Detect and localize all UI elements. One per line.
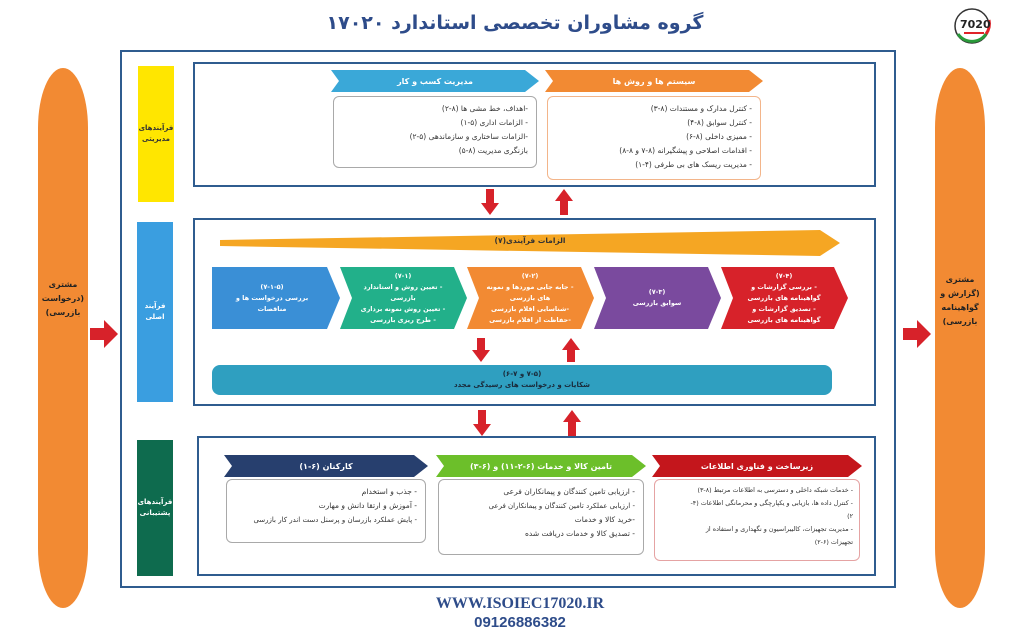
step-line: بازرسی [390, 293, 416, 302]
list-item: -الزامات ساختاری و سازماندهی (۵-۲) [409, 132, 528, 141]
list-item: - خدمات شبکه داخلی و دسترسی به اطلاعات مرتبط (۸-۳) [697, 486, 853, 494]
step-line: گواهینامه های بازرسی [747, 315, 821, 324]
list-item: - کنترل سوابق (۸-۴) [687, 118, 752, 127]
step-code: (۷-۴) [775, 271, 793, 280]
list-item: - مدیریت تجهیزات، کالیبراسیون و نگهداری و استفاده از [705, 525, 853, 533]
step-line: سوابق بازرسی [632, 299, 682, 307]
step-line: - تعیین روش نمونه برداری [360, 304, 446, 313]
list-item: - اقدامات اصلاحی و پیشگیرانه (۸-۷ و ۸-۸) [619, 146, 752, 155]
infrastructure-list [654, 479, 860, 561]
supply-list [438, 479, 644, 555]
infrastructure-header: زیرساخت و فناوری اطلاعات [700, 461, 814, 471]
list-item: -خرید کالا و خدمات [574, 515, 635, 524]
step-line: -شناسایی اقلام بازرسی [490, 304, 570, 313]
list-item: - پایش عملکرد بازرسان و پرسنل دست اندر کار بازرسی [253, 516, 417, 524]
website-link[interactable]: WWW.ISOIEC17020.IR [435, 595, 605, 612]
list-item: - کنترل مدارک و مستندات (۸-۳) [650, 104, 752, 113]
complaints-code: (۷-۵ و ۷-۶) [502, 370, 542, 378]
systems-list [547, 96, 761, 180]
list-item: - آموزش و ارتقا دانش و مهارت [318, 501, 417, 510]
list-item: - مدیریت ریسک های بی طرفی (۴-۱) [635, 160, 752, 169]
customer-left-shape [38, 68, 88, 608]
list-item: - ممیزی داخلی (۸-۶) [686, 132, 752, 141]
arrow-up-icon [563, 410, 581, 436]
customer-right-subtitle: (گزارش و گواهینامه بازرسی) [940, 289, 980, 326]
step-1 [216, 267, 328, 329]
systems-header: سیستم ها و روش ها [612, 76, 696, 86]
step-line: های بازرسی [509, 293, 551, 302]
support-side-label: فرآیندهای پشتیبانی [137, 440, 173, 576]
step-code: (۷-۱-۵) [260, 282, 284, 291]
list-item: - الزامات اداری (۵-۱) [460, 118, 528, 127]
list-item: بازنگری مدیریت (۸-۵) [458, 146, 528, 155]
logo-number: 7020 [960, 18, 991, 31]
arrow-right-left-icon [90, 320, 118, 348]
step-line: - تعیین روش و استاندارد [363, 282, 443, 291]
arrow-up-icon [562, 338, 580, 362]
step-3 [475, 267, 585, 329]
page-title: گروه مشاوران تخصصی استاندارد ۱۷۰۲۰ [326, 12, 704, 34]
step-code: (۷-۱) [394, 271, 412, 280]
step-4 [602, 267, 712, 329]
main-side-label: فرآیند اصلی [137, 222, 173, 402]
list-item: ۲) [847, 512, 853, 520]
step-line: - تصدیق گزارشات و [752, 304, 816, 313]
step-line: مناقصات [257, 304, 287, 313]
arrow-up-icon [555, 189, 573, 215]
list-item: - ارزیابی عملکرد تامین کنندگان و پیمانکاران فرعی [488, 502, 635, 510]
logo [952, 6, 1014, 46]
process-chain [212, 267, 848, 329]
personnel-header: کارکنان (۶-۱) [299, 461, 353, 471]
personnel-list [226, 479, 426, 543]
customer-right-title: مشتری [945, 275, 975, 284]
management-side-label: فرآیندهای مدیریتی [138, 66, 174, 202]
step-code: (۷-۲) [521, 271, 539, 280]
step-line: - بررسی گزارشات و [751, 282, 817, 291]
arrow-right-right-icon [903, 320, 931, 348]
arrow-down-icon [481, 189, 499, 215]
phone-number: 09126886382 [474, 614, 566, 631]
list-item: تجهیزات (۶-۲) [814, 538, 853, 546]
step-2 [348, 267, 458, 329]
customer-left-title: مشتری [48, 280, 78, 289]
list-item: - کنترل داده ها، بازیابی و یکپارچگی و محرمانگی اطلاعات (۴- [690, 499, 853, 507]
business-list [333, 96, 537, 168]
process-requirements-banner: الزامات فرآیندی(۷) [494, 236, 566, 245]
arrow-down-icon [472, 338, 490, 362]
list-item: - ارزیابی تامین کنندگان و پیمانکاران فرعی [503, 487, 635, 496]
list-item: -اهداف، خط مشی ها (۸-۲) [441, 104, 528, 113]
customer-left-subtitle: (درخواست بازرسی) [41, 294, 84, 317]
complaints-bar [212, 365, 832, 395]
step-line: - طرح ریزی بازرسی [370, 315, 436, 324]
list-item: - جذب و استخدام [361, 487, 417, 496]
business-header: مدیریت کسب و کار [397, 76, 473, 86]
step-line: -حفاظت از اقلام بازرسی [489, 315, 571, 324]
step-line: - جابه جایی موردها و نمونه [486, 282, 574, 291]
complaints-text: شکایات و درخواست های رسیدگی مجدد [453, 381, 591, 389]
customer-right-shape [935, 68, 985, 608]
step-line: بررسی درخواست ها و [235, 293, 309, 302]
arrow-down-icon [473, 410, 491, 436]
step-line: گواهینامه های بازرسی [747, 293, 821, 302]
step-code: (۷-۳) [648, 288, 666, 296]
list-item: - تصدیق کالا و خدمات دریافت شده [524, 529, 635, 538]
step-5 [729, 267, 839, 329]
supply-header: تامین کالا و خدمات (۶-۲-۱۱) و (۶-۳) [469, 461, 613, 471]
